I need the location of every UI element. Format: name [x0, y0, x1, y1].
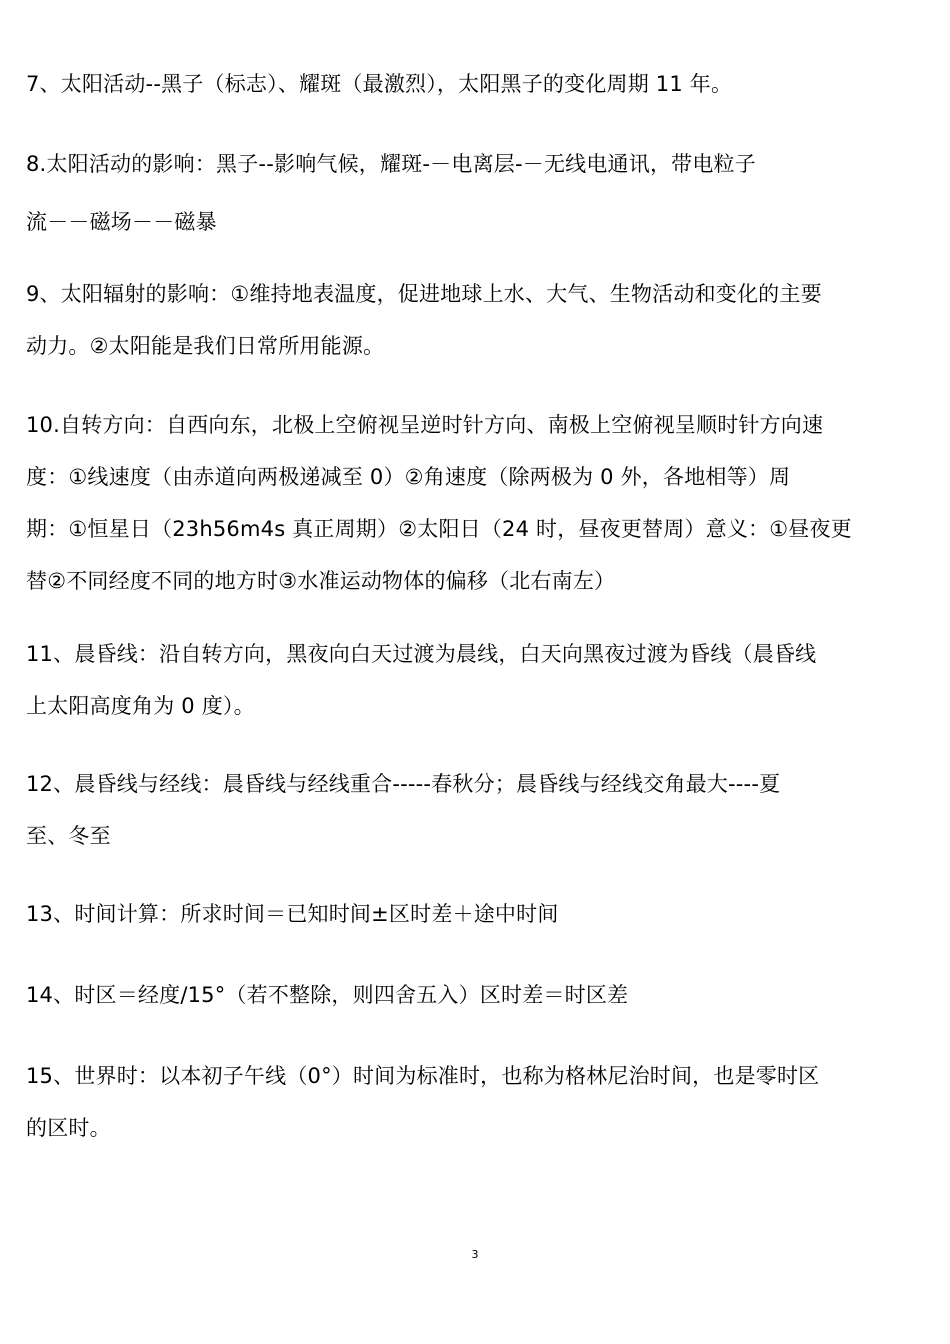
paragraph-line: 14、时区＝经度/15°（若不整除，则四舍五入）区时差＝时区差	[26, 983, 629, 1007]
paragraph-13	[26, 888, 926, 940]
paragraph-15	[26, 1050, 926, 1154]
paragraph-line: 9、太阳辐射的影响：①维持地表温度，促进地球上水、大气、生物活动和变化的主要	[26, 282, 822, 306]
paragraph-11	[26, 628, 926, 732]
paragraph-7	[26, 58, 926, 110]
paragraph-line: 动力。②太阳能是我们日常所用能源。	[26, 334, 385, 358]
paragraph-line: 8.太阳活动的影响：黑子--影响气候，耀斑-－电离层-－无线电通讯，带电粒子	[26, 152, 756, 176]
paragraph-line: 12、晨昏线与经线：晨昏线与经线重合-----春秋分；晨昏线与经线交角最大----夏	[26, 772, 781, 796]
paragraph-8	[26, 138, 926, 248]
paragraph-14	[26, 969, 926, 1021]
paragraph-9	[26, 268, 926, 372]
paragraph-line: 替②不同经度不同的地方时③水准运动物体的偏移（北右南左）	[26, 569, 616, 593]
paragraph-line: 的区时。	[26, 1116, 111, 1140]
paragraph-line: 至、冬至	[26, 824, 111, 848]
paragraph-line: 13、时间计算：所求时间＝已知时间±区时差＋途中时间	[26, 902, 559, 926]
paragraph-line: 11、晨昏线：沿自转方向，黑夜向白天过渡为晨线，白天向黑夜过渡为昏线（晨昏线	[26, 642, 817, 666]
paragraph-line: 流－－磁场－－磁暴	[26, 210, 217, 234]
paragraph-line: 15、世界时：以本初子午线（0°）时间为标准时，也称为格林尼治时间，也是零时区	[26, 1064, 820, 1088]
page-number: 3	[471, 1248, 479, 1261]
paragraph-line: 10.自转方向：自西向东，北极上空俯视呈逆时针方向、南极上空俯视呈顺时针方向速	[26, 413, 824, 437]
paragraph-line: 7、太阳活动--黑子（标志）、耀斑（最激烈），太阳黑子的变化周期 11 年。	[26, 72, 733, 96]
paragraph-line: 期：①恒星日（23h56m4s 真正周期）②太阳日（24 时，昼夜更替周）意义：①昼夜更	[26, 517, 852, 541]
paragraph-line: 上太阳高度角为 0 度）。	[26, 694, 255, 718]
paragraph-line: 度：①线速度（由赤道向两极递减至 0）②角速度（除两极为 0 外，各地相等）周	[26, 465, 791, 489]
paragraph-12	[26, 758, 926, 862]
paragraph-10	[26, 399, 926, 607]
